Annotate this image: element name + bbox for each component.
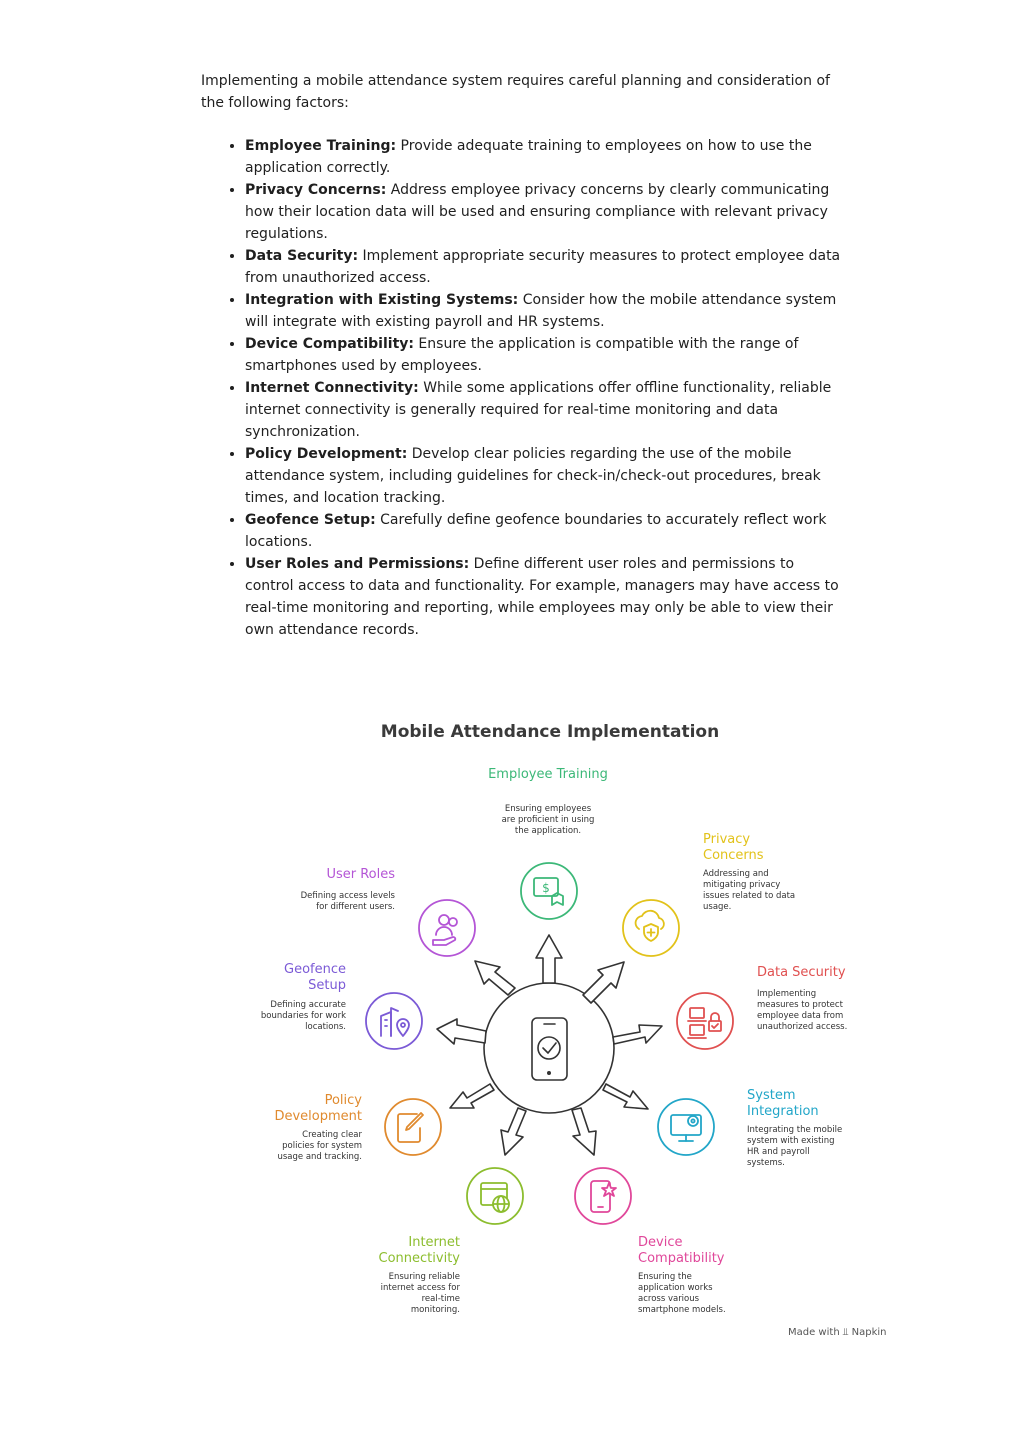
arrow-security	[613, 1025, 662, 1044]
browser-globe-icon	[467, 1168, 523, 1224]
factor-label: Internet Connectivity:	[245, 380, 419, 396]
factor-text: Consider how the mobile attendance system will integrate with existing payroll and HR systems.	[245, 292, 837, 330]
node-integration-desc: Integrating the mobile system with existing HR and payroll systems.	[747, 1125, 843, 1168]
phone-star-icon	[575, 1168, 631, 1224]
node-security-desc: Implementing measures to protect employee data from unauthorized access.	[757, 989, 848, 1032]
hub-circle	[484, 983, 614, 1113]
factor-text: Carefully define geofence boundaries to accurately reflect work locations.	[245, 512, 827, 550]
node-policy-title: Policy Development	[274, 1093, 362, 1124]
intro-paragraph: Implementing a mobile attendance system requires careful planning and consideration of the following factors:	[201, 73, 830, 111]
factor-label: Device Compatibility:	[245, 336, 414, 352]
arrow-roles	[475, 961, 515, 995]
node-training-desc: Ensuring employees are proficient in using the application.	[501, 804, 595, 836]
monitor-gear-icon	[658, 1099, 714, 1155]
factor-text: Provide adequate training to employees on how to use the application correctly.	[245, 138, 812, 176]
node-security-title: Data Security	[757, 965, 846, 980]
factor-label: Geofence Setup:	[245, 512, 376, 528]
factor-label: Employee Training:	[245, 138, 397, 154]
arrow-device	[572, 1108, 596, 1155]
factor-label: Data Security:	[245, 248, 359, 264]
arrow-privacy	[583, 962, 624, 1003]
cloud-shield-icon	[623, 900, 679, 956]
diagram-title: Mobile Attendance Implementation	[380, 722, 720, 742]
node-policy-desc: Creating clear policies for system usage and tracking.	[277, 1130, 362, 1162]
factor-label: User Roles and Permissions:	[245, 556, 470, 572]
arrow-integration	[603, 1084, 648, 1109]
factor-text: While some applications offer offline functionality, reliable internet connectivity is generally required for real-time monitoring and data synchronization.	[245, 380, 832, 440]
factor-text: Ensure the application is compatible with the range of smartphones used by employees.	[245, 336, 799, 374]
factor-text: Address employee privacy concerns by clearly communicating how their location data will be used and ensuring compliance with relevant privacy regulations.	[245, 182, 830, 242]
factor-text: Define different user roles and permissions to control access to data and functionality. For example, managers may have access to real-time monitoring and reporting, while employees may only be able to view their own attendance records.	[245, 556, 839, 638]
factor-label: Policy Development:	[245, 446, 408, 462]
factor-text: Implement appropriate security measures to protect employee data from unauthorized access.	[245, 248, 841, 286]
arrow-internet	[501, 1108, 526, 1155]
document-pen-icon	[385, 1099, 441, 1155]
node-device-desc: Ensuring the application works across various smartphone models.	[638, 1272, 726, 1315]
lock-devices-icon	[677, 993, 733, 1049]
training-icon	[521, 863, 577, 919]
node-internet-title: Internet Connectivity	[378, 1235, 460, 1266]
factor-text: Develop clear policies regarding the use of the mobile attendance system, including guidelines for check-in/check-out procedures, break times, and location tracking.	[245, 446, 821, 506]
arrow-training	[536, 935, 562, 983]
node-geofence-desc: Defining accurate boundaries for work locations.	[260, 1000, 346, 1032]
node-internet-desc: Ensuring reliable internet access for real-time monitoring.	[380, 1272, 460, 1315]
node-roles-title: User Roles	[326, 867, 395, 882]
node-geofence-title: Geofence Setup	[284, 962, 346, 993]
node-training-title: Employee Training	[488, 767, 608, 782]
node-device-title: Device Compatibility	[638, 1235, 725, 1266]
users-icon	[419, 900, 475, 956]
node-roles-desc: Defining access levels for different users.	[300, 891, 395, 912]
node-privacy-title: Privacy Concerns	[703, 832, 764, 863]
svg-text:$: $	[542, 881, 550, 895]
node-integration-title: System Integration	[747, 1088, 819, 1119]
building-pin-icon	[366, 993, 422, 1049]
node-privacy-desc: Addressing and mitigating privacy issues related to data usage.	[703, 869, 796, 912]
arrow-policy	[450, 1084, 494, 1108]
factor-label: Integration with Existing Systems:	[245, 292, 519, 308]
napkin-brand: Made with ⫫ Napkin	[788, 1327, 887, 1338]
arrow-geofence	[437, 1019, 486, 1044]
factor-label: Privacy Concerns:	[245, 182, 387, 198]
